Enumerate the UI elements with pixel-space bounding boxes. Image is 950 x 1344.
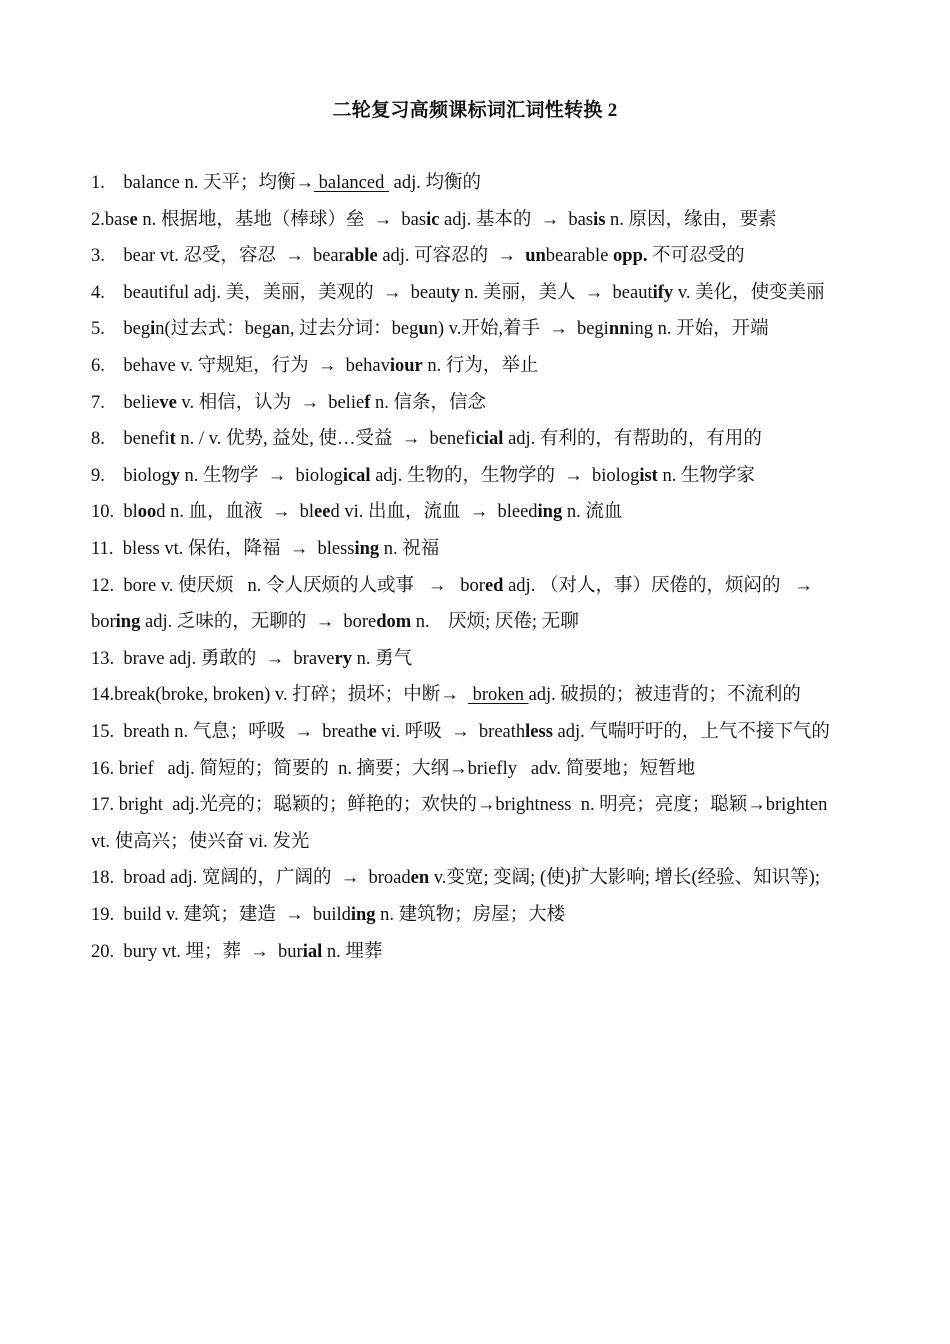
bold-suffix: f — [364, 392, 371, 413]
vocab-line — [91, 390, 881, 416]
line-text: n) v.开始,着手 → begi — [428, 319, 609, 340]
answer-blank: balanced — [314, 173, 389, 193]
line-text: bor — [91, 612, 116, 633]
line-text: vi. 呼吸 → breath — [376, 722, 526, 742]
line-text: 7. belie — [91, 392, 160, 413]
line-text: adj. 可容忍的 → — [377, 246, 526, 267]
bold-suffix: ry — [334, 648, 352, 669]
bold-suffix: ing — [115, 612, 141, 633]
vocab-line — [91, 207, 881, 233]
line-text: adj. （对人，事）厌倦的，烦闷的 → — [503, 575, 813, 596]
bold-suffix: a — [271, 319, 281, 340]
vocab-line — [91, 792, 881, 818]
bold-suffix: t — [169, 429, 176, 450]
line-text: adj. 生物的，生物学的 → biolog — [370, 465, 640, 486]
bold-suffix: is — [593, 209, 606, 230]
page-title: 二轮复习高频课标词汇词性转换 2 — [332, 100, 618, 121]
line-text: 14.break(broke, broken) v. 打碎；损坏；中断→ — [91, 685, 468, 706]
vocab-line — [91, 316, 881, 342]
bold-suffix: i — [150, 319, 156, 340]
bold-suffix: ical — [342, 465, 371, 486]
line-text: adj. 乏味的，无聊的 → bore — [140, 612, 377, 633]
vocab-line — [91, 902, 881, 928]
line-text: bearable — [545, 246, 614, 267]
line-text: 12. bore v. 使厌烦 n. 令人厌烦的人或事 → bor — [91, 575, 485, 596]
line-text: 8. benefi — [91, 429, 170, 450]
line-text: adj. 有利的，有帮助的，有用的 — [503, 429, 762, 450]
vocab-line — [91, 609, 881, 635]
line-text: 4. beautiful adj. 美，美丽，美观的 → beaut — [91, 282, 451, 303]
line-text: adj. 气喘吁吁的，上气不接下气的 — [552, 722, 830, 742]
line-text: n. 行为，举止 — [422, 356, 539, 376]
line-text: 17. bright adj.光亮的；聪颖的；鲜艳的；欢快的→brightness n. 明亮；亮度；聪颖→brighten — [91, 795, 828, 816]
line-text: ing n. 开始，开端 — [629, 319, 769, 340]
bold-suffix: ify — [652, 282, 674, 303]
vocab-line — [91, 646, 881, 672]
line-text: 20. bury vt. 埋；葬 → bur — [91, 941, 303, 962]
line-text: 1. balance n. 天平；均衡→ — [91, 173, 314, 193]
line-text: n. 厌烦; 厌倦; 无聊 — [411, 612, 579, 633]
bold-suffix: ing — [354, 539, 380, 559]
line-text: 9. biolog — [91, 465, 171, 486]
vocab-line — [91, 280, 881, 306]
line-text: v. 美化，使变美丽 — [673, 282, 825, 303]
vocab-line — [91, 719, 881, 745]
line-text: n. 建筑物；房屋；大楼 — [375, 905, 566, 925]
line-text: 不可忍受的 — [647, 246, 745, 267]
bold-suffix: less — [525, 722, 553, 742]
line-text: 18. broad adj. 宽阔的，广阔的 → broad — [91, 868, 411, 889]
vocab-line — [91, 536, 881, 562]
vocab-line — [91, 756, 881, 782]
line-text: vt. 使高兴；使兴奋 vi. 发光 — [91, 831, 310, 852]
line-text: 19. build v. 建筑；建造 → build — [91, 905, 351, 925]
line-text: n. 原因，缘由，要素 — [605, 209, 777, 230]
bold-suffix: oo — [137, 502, 157, 523]
line-text: v. 相信，认为 → belie — [176, 392, 365, 413]
vocab-line — [91, 829, 881, 855]
bold-suffix: nn — [608, 319, 630, 340]
line-text: adj. 基本的 → bas — [439, 209, 594, 230]
vocab-line — [91, 353, 881, 379]
bold-suffix: dom — [376, 612, 412, 633]
bold-suffix: ic — [426, 209, 440, 230]
bold-suffix: ing — [350, 905, 376, 925]
line-text: d vi. 出血，流血 → bleed — [330, 502, 538, 523]
bold-suffix: ist — [639, 465, 658, 486]
vocab-line — [91, 682, 881, 708]
line-text: n. 生物学家 — [657, 465, 755, 486]
bold-suffix: y — [450, 282, 460, 303]
vocab-line — [91, 243, 881, 269]
line-text: 11. bless vt. 保佑，降福 → bless — [91, 539, 355, 559]
line-text: adj. 均衡的 — [389, 173, 481, 193]
line-text: n. / v. 优势, 益处, 使…受益 → benefi — [175, 429, 476, 450]
line-text: n. 勇气 — [352, 648, 413, 669]
vocab-line — [91, 499, 881, 525]
bold-suffix: un — [525, 246, 546, 267]
bold-suffix: cial — [475, 429, 504, 450]
line-text: 10. bl — [91, 502, 138, 523]
line-text: 16. brief adj. 简短的；简要的 n. 摘要；大纲→briefly adv. 简要地；短暂地 — [91, 758, 696, 779]
bold-suffix: iour — [389, 356, 423, 376]
line-text: d n. 血，血液 → bl — [156, 502, 315, 523]
line-text: n. 流血 — [562, 502, 623, 523]
line-text: n. 根据地，基地（棒球）垒 → bas — [137, 209, 427, 230]
line-text: n. 美丽，美人 → beaut — [459, 282, 653, 303]
line-text: 2.bas — [91, 209, 130, 230]
line-text: v.变宽; 变阔; (使)扩大影响; 增长(经验、知识等); — [429, 868, 820, 889]
line-text: 13. brave adj. 勇敢的 → brave — [91, 648, 335, 669]
bold-suffix: able — [344, 246, 378, 267]
line-text: n. 信条，信念 — [370, 392, 486, 413]
vocab-line — [91, 426, 881, 452]
bold-suffix: y — [170, 465, 180, 486]
line-text: 3. bear vt. 忍受，容忍 → bear — [91, 246, 345, 267]
bold-suffix: opp. — [613, 246, 648, 267]
bold-suffix: u — [418, 319, 429, 340]
line-text: 15. breath n. 气息；呼吸 → breath — [91, 722, 369, 742]
line-text: n, 过去分词：beg — [280, 319, 419, 340]
vocab-line — [91, 573, 881, 599]
bold-suffix: e — [368, 722, 377, 742]
vocab-line — [91, 865, 881, 891]
line-text: 5. beg — [91, 319, 151, 340]
vocab-line — [91, 170, 881, 196]
bold-suffix: ed — [484, 575, 504, 596]
line-text: n. 埋葬 — [322, 941, 383, 962]
vocab-line — [91, 939, 881, 965]
bold-suffix: ial — [302, 941, 323, 962]
line-text: adj. 破损的；被违背的；不流利的 — [528, 685, 801, 706]
answer-blank: broken — [467, 685, 529, 706]
line-text: n(过去式：beg — [155, 319, 272, 340]
line-text: 6. behave v. 守规矩，行为 → behav — [91, 356, 390, 376]
line-text: n. 祝福 — [379, 539, 440, 559]
vocab-line — [91, 463, 881, 489]
line-text: n. 生物学 → biolog — [179, 465, 343, 486]
bold-suffix: ee — [314, 502, 331, 523]
bold-suffix: ve — [159, 392, 177, 413]
bold-suffix: ing — [537, 502, 563, 523]
bold-suffix: e — [129, 209, 138, 230]
bold-suffix: en — [410, 868, 430, 889]
